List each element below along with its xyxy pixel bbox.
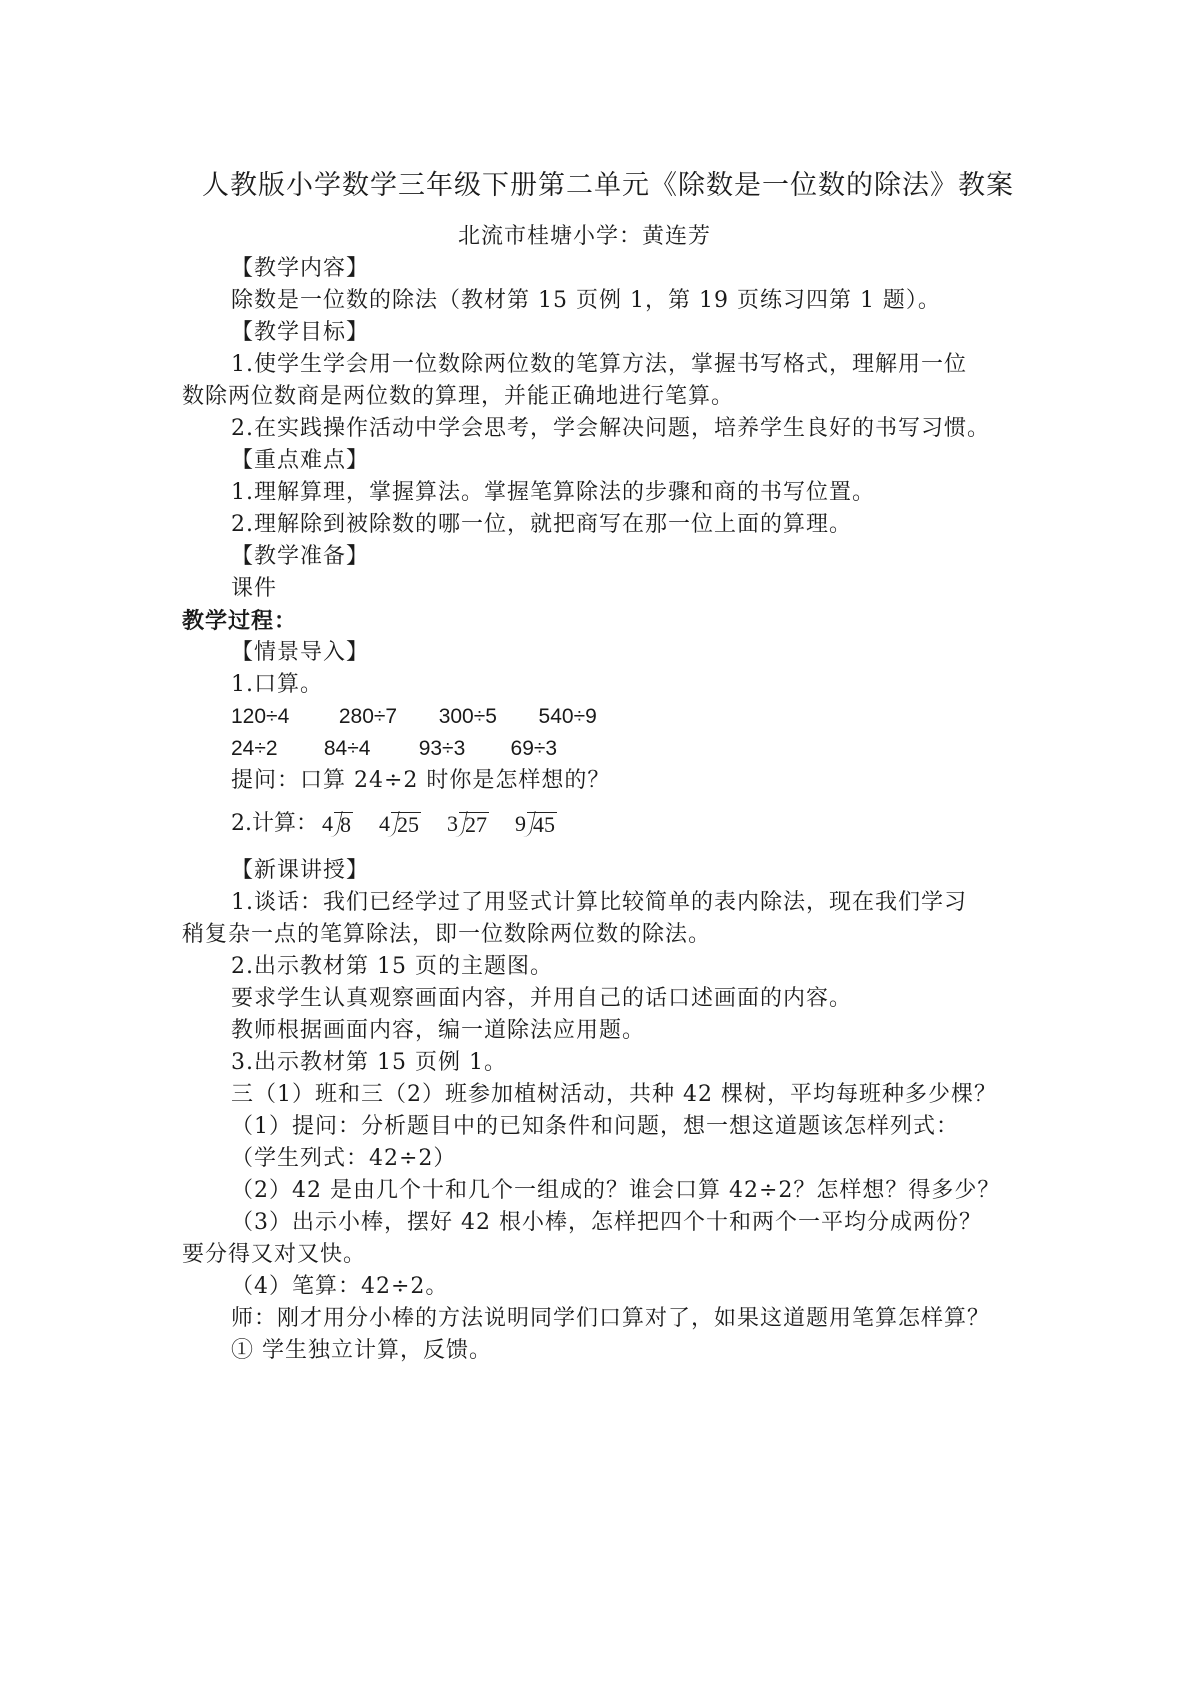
section-heading-content: 【教学内容】 xyxy=(231,256,370,281)
step-3-line-1: （3）出示小棒，摆好 42 根小棒，怎样把四个十和两个一平均分成两份？ xyxy=(231,1210,982,1235)
author-line: 北流市桂塘小学：黄连芳 xyxy=(458,224,712,249)
goal-1-line-1: 1.使学生学会用一位数除两位数的笔算方法，掌握书写格式，理解用一位 xyxy=(231,352,967,377)
section-heading-intro: 【情景导入】 xyxy=(231,640,370,665)
oral-calc-row-2 xyxy=(231,734,557,764)
teacher-compose: 教师根据画面内容，编一道除法应用题。 xyxy=(231,1018,646,1043)
content-text: 除数是一位数的除法（教材第 15 页例 1，第 19 页练习四第 1 题）。 xyxy=(231,288,941,313)
goal-1-line-2: 数除两位数商是两位数的算理，并能正确地进行笔算。 xyxy=(182,384,735,409)
step-4: （4）笔算：42÷2。 xyxy=(231,1274,449,1299)
key-point-2: 2.理解除到被除数的哪一位，就把商写在那一位上面的算理。 xyxy=(231,512,852,537)
dividend: 45 xyxy=(527,812,557,837)
preparation-text: 课件 xyxy=(231,576,278,601)
oral-item: 540÷9 xyxy=(538,705,597,728)
oral-item: 300÷5 xyxy=(438,705,497,728)
divisor: 3 xyxy=(447,811,458,836)
divisor: 9 xyxy=(515,811,526,836)
oral-item: 93÷3 xyxy=(418,737,466,760)
divisor: 4 xyxy=(379,811,390,836)
section-heading-key-points: 【重点难点】 xyxy=(231,448,370,473)
step-2: （2）42 是由几个十和几个一组成的？谁会口算 42÷2？怎样想？得多少？ xyxy=(231,1178,1001,1203)
step-1-answer: （学生列式：42÷2） xyxy=(231,1146,457,1171)
dividend: 27 xyxy=(459,812,489,837)
document-title: 人教版小学数学三年级下册第二单元《除数是一位数的除法》教案 xyxy=(202,170,1014,201)
long-division-item xyxy=(379,811,421,837)
oral-calc-label: 1.口算。 xyxy=(231,672,323,697)
talk-line-1: 1.谈话：我们已经学过了用竖式计算比较简单的表内除法，现在我们学习 xyxy=(231,890,967,915)
oral-item: 84÷4 xyxy=(323,737,371,760)
question-text: 提问：口算 24÷2 时你是怎样想的？ xyxy=(231,768,611,793)
oral-item: 69÷3 xyxy=(510,737,558,760)
section-heading-new-lesson: 【新课讲授】 xyxy=(231,858,370,883)
show-theme-image: 2.出示教材第 15 页的主题图。 xyxy=(231,954,553,979)
section-heading-preparation: 【教学准备】 xyxy=(231,544,370,569)
long-division-item xyxy=(447,811,489,837)
dividend: 25 xyxy=(391,812,421,837)
oral-item: 120÷4 xyxy=(231,705,290,728)
key-point-1: 1.理解算理，掌握算法。掌握笔算除法的步骤和商的书写位置。 xyxy=(231,480,875,505)
long-division-row xyxy=(231,806,583,837)
long-division-item xyxy=(322,811,353,837)
step-1: （1）提问：分析题目中的已知条件和问题，想一想这道题该怎样列式： xyxy=(231,1114,959,1139)
oral-item: 280÷7 xyxy=(338,705,398,728)
student-step-1: ① 学生独立计算，反馈。 xyxy=(231,1338,492,1363)
step-3-line-2: 要分得又对又快。 xyxy=(182,1242,367,1267)
goal-2: 2.在实践操作活动中学会思考，学会解决问题，培养学生良好的书写习惯。 xyxy=(231,416,990,441)
talk-line-2: 稍复杂一点的笔算除法，即一位数除两位数的除法。 xyxy=(182,922,712,947)
long-division-item xyxy=(515,811,557,837)
dividend: 8 xyxy=(334,812,353,837)
section-heading-goals: 【教学目标】 xyxy=(231,320,370,345)
show-example: 3.出示教材第 15 页例 1。 xyxy=(231,1050,507,1075)
divisor: 4 xyxy=(322,811,333,836)
section-heading-process: 教学过程： xyxy=(182,608,298,634)
word-problem: 三（1）班和三（2）班参加植树活动，共种 42 棵树，平均每班种多少棵？ xyxy=(231,1082,997,1107)
teacher-remark: 师：刚才用分小棒的方法说明同学们口算对了，如果这道题用笔算怎样算？ xyxy=(231,1306,991,1331)
oral-calc-row-1 xyxy=(231,702,597,732)
calc-label: 2.计算： xyxy=(231,811,318,836)
oral-item: 24÷2 xyxy=(231,737,278,760)
observe-instruction: 要求学生认真观察画面内容，并用自己的话口述画面的内容。 xyxy=(231,986,853,1011)
